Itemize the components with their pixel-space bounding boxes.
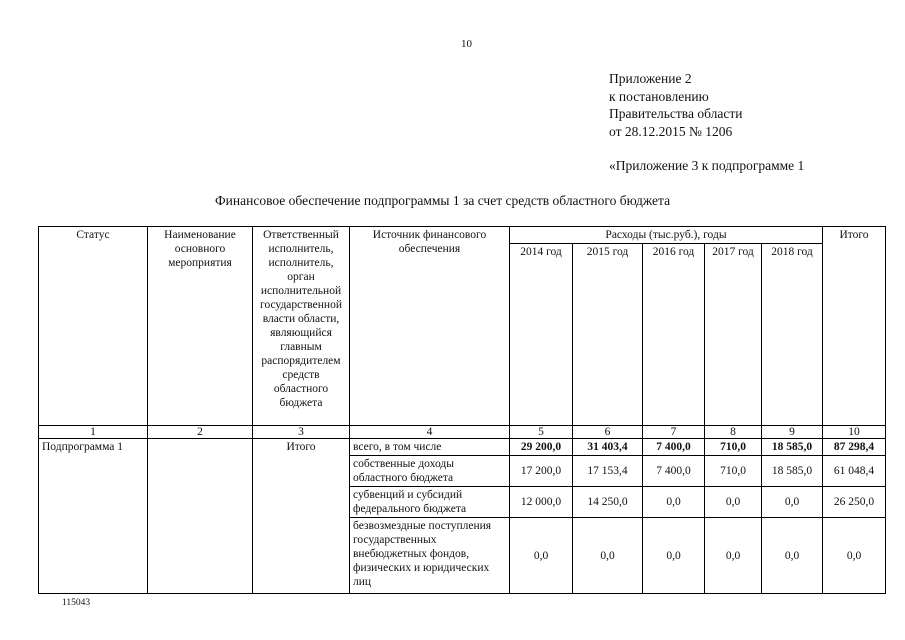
value-2014: 12 000,0 xyxy=(510,487,573,518)
value-2017: 0,0 xyxy=(705,518,762,594)
header-measure: Наименование основного мероприятия xyxy=(148,227,253,426)
col-number: 9 xyxy=(762,426,823,439)
footer-code: 115043 xyxy=(62,598,91,608)
page-number: 10 xyxy=(461,38,472,50)
value-2018: 0,0 xyxy=(762,518,823,594)
header-year-2016: 2016 год xyxy=(643,244,705,426)
col-number: 1 xyxy=(39,426,148,439)
appendix-reference: «Приложение 3 к подпрограмме 1 xyxy=(609,158,805,173)
value-2016: 7 400,0 xyxy=(643,439,705,456)
value-2016: 0,0 xyxy=(643,518,705,594)
measure-cell xyxy=(148,439,253,594)
appendix-line-4: от 28.12.2015 № 1206 xyxy=(609,123,733,139)
value-2017: 710,0 xyxy=(705,439,762,456)
value-2018: 18 585,0 xyxy=(762,456,823,487)
col-number: 10 xyxy=(823,426,886,439)
source-cell: собственные доходы областного бюджета xyxy=(350,456,510,487)
appendix-line-2: к постановлению xyxy=(609,88,709,104)
source-cell: безвозмездные поступления государственных внебюджетных фондов, физических и юридических лиц xyxy=(350,518,510,594)
value-2018: 18 585,0 xyxy=(762,439,823,456)
appendix-line-1: Приложение 2 xyxy=(609,71,692,86)
appendix-block xyxy=(609,70,742,140)
source-cell: всего, в том числе xyxy=(350,439,510,456)
header-year-2015: 2015 год xyxy=(573,244,643,426)
header-year-2017: 2017 год xyxy=(705,244,762,426)
value-2016: 7 400,0 xyxy=(643,456,705,487)
financing-table xyxy=(38,226,886,594)
header-status: Статус xyxy=(39,227,148,426)
col-number: 3 xyxy=(253,426,350,439)
value-2015: 14 250,0 xyxy=(573,487,643,518)
col-number: 6 xyxy=(573,426,643,439)
header-year-2018: 2018 год xyxy=(762,244,823,426)
table-row xyxy=(39,439,886,456)
value-2017: 710,0 xyxy=(705,456,762,487)
value-2014: 0,0 xyxy=(510,518,573,594)
column-numbers-row xyxy=(39,426,886,439)
header-year-2014: 2014 год xyxy=(510,244,573,426)
header-source: Источник финансового обеспечения xyxy=(350,227,510,426)
value-2016: 0,0 xyxy=(643,487,705,518)
document-title: Финансовое обеспечение подпрограммы 1 за счет средств областного бюджета xyxy=(215,193,671,208)
appendix-line-3: Правительства области xyxy=(609,106,743,121)
value-total: 61 048,4 xyxy=(823,456,886,487)
value-2015: 17 153,4 xyxy=(573,456,643,487)
value-2014: 29 200,0 xyxy=(510,439,573,456)
value-total: 87 298,4 xyxy=(823,439,886,456)
col-number: 2 xyxy=(148,426,253,439)
header-executor: Ответственный исполнитель, исполнитель, орган исполнительной государственной власти области, являющийся главным распорядителем средств областного бюджета xyxy=(253,227,350,426)
value-total: 0,0 xyxy=(823,518,886,594)
col-number: 5 xyxy=(510,426,573,439)
value-total: 26 250,0 xyxy=(823,487,886,518)
col-number: 8 xyxy=(705,426,762,439)
value-2015: 0,0 xyxy=(573,518,643,594)
header-total: Итого xyxy=(823,227,886,426)
value-2015: 31 403,4 xyxy=(573,439,643,456)
executor-cell: Итого xyxy=(253,439,350,594)
col-number: 4 xyxy=(350,426,510,439)
header-expenses: Расходы (тыс.руб.), годы xyxy=(510,227,823,244)
value-2017: 0,0 xyxy=(705,487,762,518)
value-2014: 17 200,0 xyxy=(510,456,573,487)
value-2018: 0,0 xyxy=(762,487,823,518)
col-number: 7 xyxy=(643,426,705,439)
source-cell: субвенций и субсидий федерального бюджета xyxy=(350,487,510,518)
status-cell: Подпрограмма 1 xyxy=(39,439,148,594)
